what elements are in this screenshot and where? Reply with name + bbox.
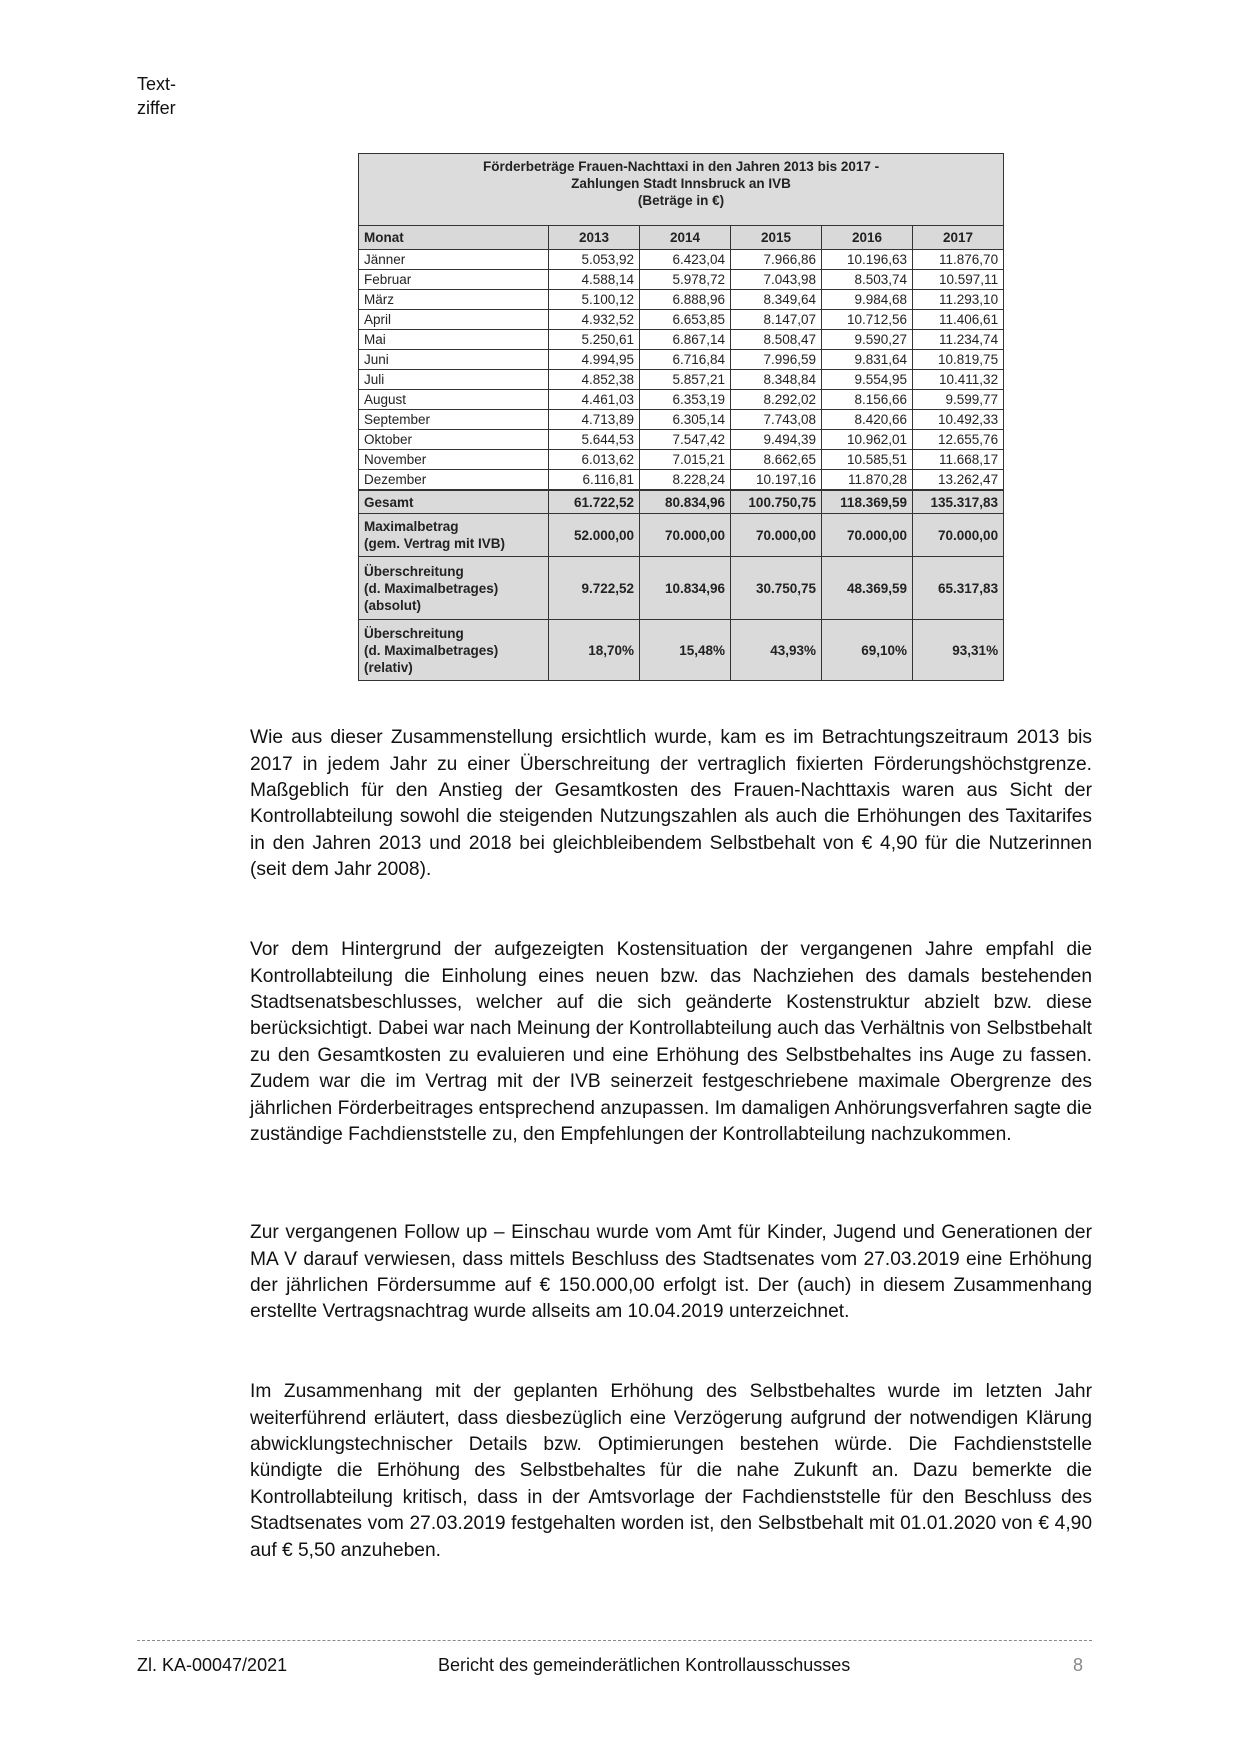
- cell: 61.722,52: [549, 490, 640, 514]
- cell: 8.503,74: [822, 270, 913, 290]
- cell: 118.369,59: [822, 490, 913, 514]
- margin-label-line2: ziffer: [137, 98, 176, 118]
- row-label: Gesamt: [359, 490, 549, 514]
- body-paragraph-4: Im Zusammenhang mit der geplanten Erhöhung des Selbstbehaltes wurde im letzten Jahr weiterführend erläutert, dass diesbezüglich eine Verzögerung aufgrund der notwendigen Klärung abwicklungstechnischer Details bzw. Optimierungen bestehen würde. Die Fachdienststelle kündigte die Erhöhung des Selbstbehaltes für die nahe Zukunft an. Dazu bemerkte die Kontrollabteilung kritisch, dass in der Amtsvorlage der Fachdienststelle für den Beschluss des Stadtsenates vom 27.03.2019 festgehalten worden ist, den Selbstbehalt mit 01.01.2020 von € 4,90 auf € 5,50 anzuheben.: [250, 1381, 1092, 1561]
- cell: 69,10%: [822, 620, 913, 681]
- margin-label-textziffer: [137, 72, 176, 120]
- cell: 8.349,64: [731, 290, 822, 310]
- body-paragraph-3: Zur vergangenen Follow up – Einschau wurde vom Amt für Kinder, Jugend und Generationen der MA V darauf verwiesen, dass mittels Beschluss des Stadtsenates vom 27.03.2019 eine Erhöhung der jährlichen Fördersumme auf € 150.000,00 erfolgt ist. Der (auch) in diesem Zusammenhang erstellte Vertragsnachtrag wurde allseits am 10.04.2019 unterzeichnet.: [250, 1222, 1092, 1323]
- table-row: [359, 290, 1004, 310]
- month-rows: [359, 250, 1004, 491]
- month-label: April: [359, 310, 549, 330]
- cell: 70.000,00: [731, 514, 822, 557]
- cell: 70.000,00: [640, 514, 731, 557]
- table-row: [359, 270, 1004, 290]
- cell: 4.852,38: [549, 370, 640, 390]
- cell: 13.262,47: [913, 470, 1004, 491]
- table-row: [359, 430, 1004, 450]
- cell: 8.508,47: [731, 330, 822, 350]
- cell: 7.043,98: [731, 270, 822, 290]
- cell: 9.722,52: [549, 557, 640, 620]
- cell: 9.590,27: [822, 330, 913, 350]
- cell: 9.494,39: [731, 430, 822, 450]
- cell: 10.712,56: [822, 310, 913, 330]
- cell: 30.750,75: [731, 557, 822, 620]
- cell: 100.750,75: [731, 490, 822, 514]
- cell: 4.713,89: [549, 410, 640, 430]
- month-label: November: [359, 450, 549, 470]
- cell: 11.406,61: [913, 310, 1004, 330]
- cell: 7.547,42: [640, 430, 731, 450]
- cell: 9.831,64: [822, 350, 913, 370]
- month-label: Dezember: [359, 470, 549, 491]
- column-header-2015: 2015: [731, 226, 822, 250]
- cell: 93,31%: [913, 620, 1004, 681]
- row-label-line: (d. Maximalbetrages): [364, 580, 499, 596]
- funding-table-image: [358, 153, 1004, 681]
- cell: 8.420,66: [822, 410, 913, 430]
- cell: 10.197,16: [731, 470, 822, 491]
- month-label: Juli: [359, 370, 549, 390]
- month-label: Oktober: [359, 430, 549, 450]
- month-label: September: [359, 410, 549, 430]
- cell: 11.870,28: [822, 470, 913, 491]
- month-label: März: [359, 290, 549, 310]
- body-paragraph-1: Wie aus dieser Zusammenstellung ersichtlich wurde, kam es im Betrachtungszeitraum 2013 bis 2017 in jedem Jahr zu einer Überschreitung der vertraglich fixierten Förderungshöchstgrenze. Maßgeblich für den Anstieg der Gesamtkosten des Frauen-Nachttaxis waren aus Sicht der Kontrollabteilung sowohl die steigenden Nutzungszahlen als auch die Erhöhungen des Taxitarifes in den Jahren 2013 und 2018 bei gleichbleibendem Selbstbehalt von € 4,90 für die Nutzerinnen (seit dem Jahr 2008).: [250, 727, 1092, 881]
- month-label: Mai: [359, 330, 549, 350]
- column-header-month: Monat: [359, 226, 549, 250]
- cell: 6.653,85: [640, 310, 731, 330]
- cell: 48.369,59: [822, 557, 913, 620]
- cell: 18,70%: [549, 620, 640, 681]
- cell: 6.716,84: [640, 350, 731, 370]
- cell: 7.743,08: [731, 410, 822, 430]
- cell: 5.978,72: [640, 270, 731, 290]
- cell: 70.000,00: [822, 514, 913, 557]
- row-label-line: Überschreitung: [364, 563, 464, 579]
- cell: 4.588,14: [549, 270, 640, 290]
- cell: 10.962,01: [822, 430, 913, 450]
- table-row: [359, 390, 1004, 410]
- cell: 10.411,32: [913, 370, 1004, 390]
- cell: 8.348,84: [731, 370, 822, 390]
- margin-label-line1: Text-: [137, 74, 177, 94]
- cell: 52.000,00: [549, 514, 640, 557]
- cell: 80.834,96: [640, 490, 731, 514]
- cell: 10.585,51: [822, 450, 913, 470]
- row-label-line: (gem. Vertrag mit IVB): [364, 536, 506, 551]
- row-label: [359, 557, 549, 620]
- cell: 6.353,19: [640, 390, 731, 410]
- cell: 5.100,12: [549, 290, 640, 310]
- cell: 6.867,14: [640, 330, 731, 350]
- table-title-row: [359, 154, 1004, 226]
- cell: 6.888,96: [640, 290, 731, 310]
- table-row: [359, 250, 1004, 270]
- row-label-line: (absolut): [364, 597, 421, 613]
- cell: 10.819,75: [913, 350, 1004, 370]
- table-title-line: Förderbeträge Frauen-Nachttaxi in den Jahren 2013 bis 2017 -: [482, 159, 880, 174]
- cell: 7.996,59: [731, 350, 822, 370]
- column-header-2014: 2014: [640, 226, 731, 250]
- cell: 5.857,21: [640, 370, 731, 390]
- cell: 6.013,62: [549, 450, 640, 470]
- table-header-row: [359, 226, 1004, 250]
- cell: 11.293,10: [913, 290, 1004, 310]
- cell: 8.156,66: [822, 390, 913, 410]
- overrun-relative-row: [359, 620, 1004, 681]
- cell: 135.317,83: [913, 490, 1004, 514]
- footer-reference: Zl. KA-00047/2021: [137, 1655, 288, 1675]
- cell: 8.662,65: [731, 450, 822, 470]
- cell: 4.461,03: [549, 390, 640, 410]
- row-label-line: Maximalbetrag: [364, 519, 459, 534]
- table-row: [359, 370, 1004, 390]
- cell: 10.597,11: [913, 270, 1004, 290]
- cell: 11.234,74: [913, 330, 1004, 350]
- table-row: [359, 350, 1004, 370]
- page-number: 8: [1073, 1655, 1084, 1675]
- cell: 9.984,68: [822, 290, 913, 310]
- cell: 9.599,77: [913, 390, 1004, 410]
- cell: 43,93%: [731, 620, 822, 681]
- table-row: [359, 410, 1004, 430]
- cell: 15,48%: [640, 620, 731, 681]
- cell: 5.250,61: [549, 330, 640, 350]
- table-row: [359, 330, 1004, 350]
- cell: 10.196,63: [822, 250, 913, 270]
- cell: 9.554,95: [822, 370, 913, 390]
- cell: 12.655,76: [913, 430, 1004, 450]
- cell: 6.305,14: [640, 410, 731, 430]
- cell: 11.876,70: [913, 250, 1004, 270]
- table-title-line: Zahlungen Stadt Innsbruck an IVB: [571, 176, 791, 191]
- body-paragraph-2: Vor dem Hintergrund der aufgezeigten Kostensituation der vergangenen Jahre empfahl die Kontrollabteilung die Einholung eines neuen bzw. das Nachziehen des damals bestehenden Stadtsenatsbeschlusses, welcher auf die sich geänderte Kostenstruktur abzielt bzw. diese berücksichtigt. Dabei war nach Meinung der Kontrollabteilung auch das Verhältnis von Selbstbehalt zu den Gesamtkosten zu evaluieren und eine Erhöhung des Selbstbehaltes ins Auge zu fassen. Zudem war die im Vertrag mit der IVB seinerzeit festgeschriebene maximale Obergrenze des jährlichen Förderbeitrages entsprechend anzupassen. Im damaligen Anhörungsverfahren sagte die zuständige Fachdienststelle zu, den Empfehlungen der Kontrollabteilung nachzukommen.: [250, 939, 1092, 1146]
- cell: 10.492,33: [913, 410, 1004, 430]
- month-label: August: [359, 390, 549, 410]
- cell: 70.000,00: [913, 514, 1004, 557]
- month-label: Juni: [359, 350, 549, 370]
- cell: 4.932,52: [549, 310, 640, 330]
- column-header-2017: 2017: [913, 226, 1004, 250]
- cell: 8.292,02: [731, 390, 822, 410]
- footer-divider: [137, 1640, 1092, 1641]
- cell: 8.147,07: [731, 310, 822, 330]
- row-label: [359, 620, 549, 681]
- cell: 11.668,17: [913, 450, 1004, 470]
- cell: 8.228,24: [640, 470, 731, 491]
- table-title-line: (Beträge in €): [637, 193, 725, 208]
- footer-title: Bericht des gemeinderätlichen Kontrollausschusses: [438, 1655, 851, 1675]
- cell: 7.015,21: [640, 450, 731, 470]
- table-row: [359, 450, 1004, 470]
- row-label: [359, 514, 549, 557]
- table-row: [359, 470, 1004, 491]
- column-header-2016: 2016: [822, 226, 913, 250]
- column-header-2013: 2013: [549, 226, 640, 250]
- funding-table: [358, 153, 1004, 681]
- table-title: [359, 154, 1004, 226]
- max-amount-row: [359, 514, 1004, 557]
- row-label-line: (d. Maximalbetrages): [364, 642, 499, 658]
- cell: 7.966,86: [731, 250, 822, 270]
- cell: 4.994,95: [549, 350, 640, 370]
- cell: 5.053,92: [549, 250, 640, 270]
- month-label: Jänner: [359, 250, 549, 270]
- cell: 6.116,81: [549, 470, 640, 491]
- total-row: [359, 490, 1004, 514]
- month-label: Februar: [359, 270, 549, 290]
- cell: 10.834,96: [640, 557, 731, 620]
- cell: 65.317,83: [913, 557, 1004, 620]
- table-row: [359, 310, 1004, 330]
- cell: 5.644,53: [549, 430, 640, 450]
- row-label-line: (relativ): [364, 659, 413, 675]
- row-label-line: Überschreitung: [364, 625, 464, 641]
- overrun-absolute-row: [359, 557, 1004, 620]
- cell: 6.423,04: [640, 250, 731, 270]
